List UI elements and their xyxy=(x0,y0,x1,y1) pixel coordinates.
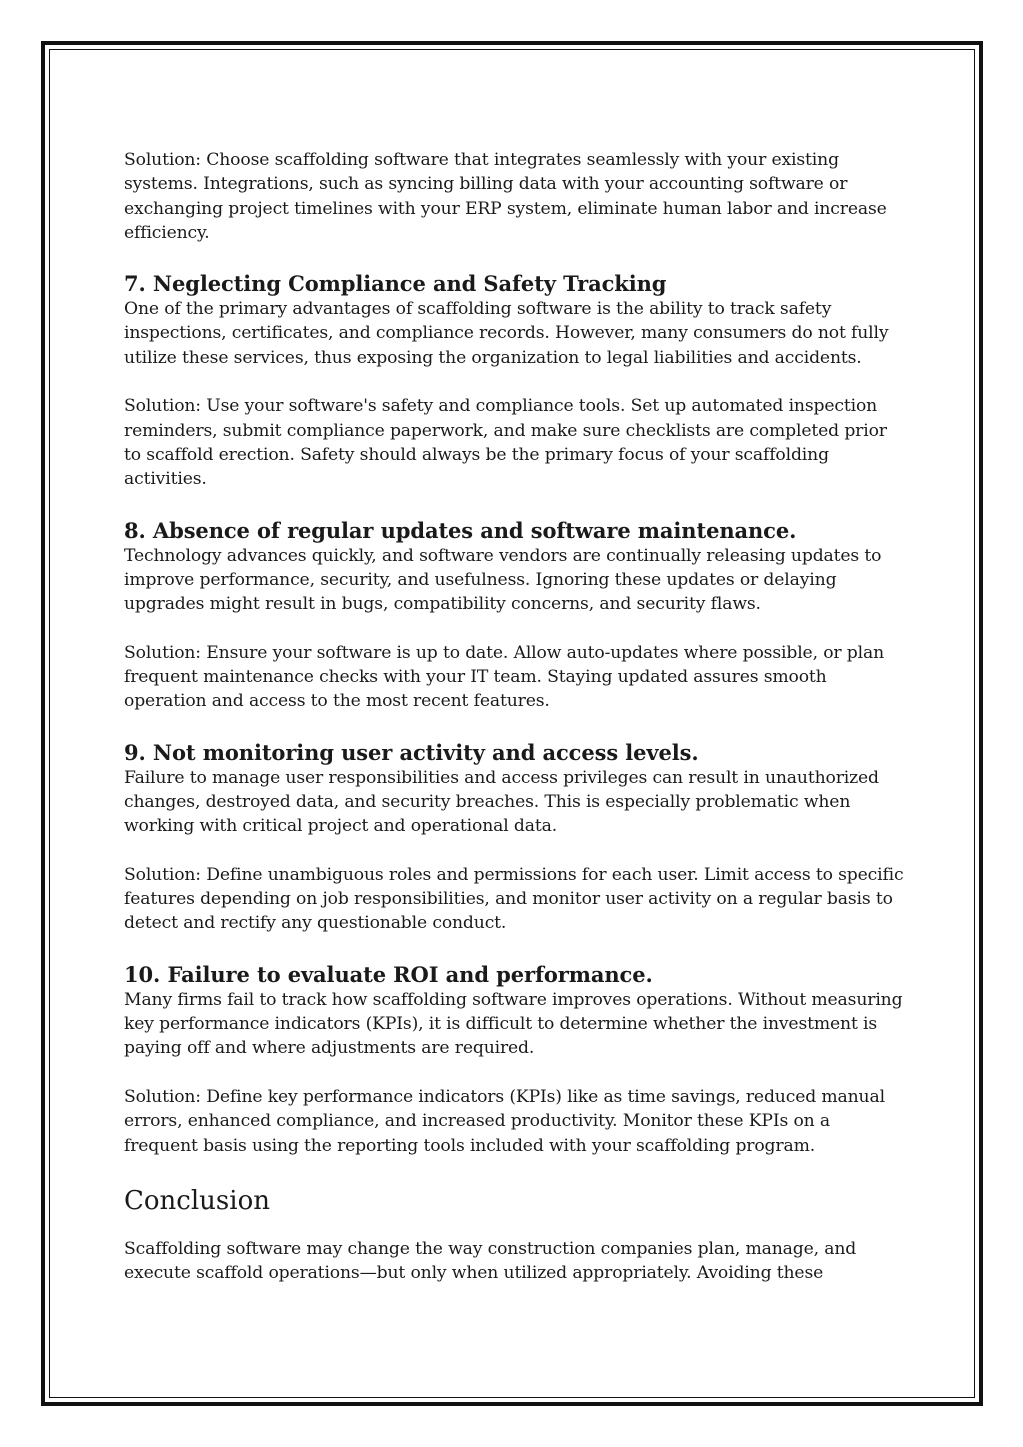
section-body-7: One of the primary advantages of scaffolding software is the ability to track safety inspections, certificates, and compliance records. However, many consumers do not fully utilize these services, thus exposing the organization to legal liabilities and accidents. xyxy=(124,299,889,368)
section-body-8: Technology advances quickly, and software vendors are continually releasing updates to improve performance, security, and usefulness. Ignoring these updates or delaying upgrades might result in bugs, compatibility concerns, and security flaws. xyxy=(124,545,882,615)
section-heading-9: 9. Not monitoring user activity and access levels. xyxy=(124,739,699,765)
solution-paragraph-7: Solution: Use your software's safety and compliance tools. Set up automated inspection reminders, submit compliance paperwork, and make sure checklists are completed prior to scaffold erection. Safety should always be the primary focus of your scaffolding activities. xyxy=(124,396,887,490)
solution-paragraph-8: Solution: Ensure your software is up to date. Allow auto-updates where possible, or plan frequent maintenance checks with your IT team. Staying updated assures smooth operation and access to the most recent features. xyxy=(124,642,884,712)
conclusion-heading: Conclusion xyxy=(124,1185,270,1216)
solution-paragraph-10: Solution: Define key performance indicators (KPIs) like as time savings, reduced manual errors, enhanced compliance, and increased productivity. Monitor these KPIs on a frequent basis using the reporting tools included with your scaffolding program. xyxy=(124,1086,885,1156)
solution-paragraph-6: Solution: Choose scaffolding software that integrates seamlessly with your existing systems. Integrations, such as syncing billing data with your accounting software or exchanging project timelines with your ERP system, eliminate human labor and increase efficiency. xyxy=(124,150,887,243)
conclusion-body: Scaffolding software may change the way construction companies plan, manage, and execute scaffold operations—but only when utilized appropriately. Avoiding these xyxy=(124,1238,857,1284)
section-heading-10: 10. Failure to evaluate ROI and performance. xyxy=(124,961,653,987)
document-body xyxy=(124,148,904,1285)
section-heading-8: 8. Absence of regular updates and software maintenance. xyxy=(124,517,797,543)
section-body-9: Failure to manage user responsibilities and access privileges can result in unauthorized changes, destroyed data, and security breaches. This is especially problematic when working with critical project and operational data. xyxy=(124,767,879,837)
solution-paragraph-9: Solution: Define unambiguous roles and permissions for each user. Limit access to specific features depending on job responsibilities, and monitor user activity on a regular basis to detect and rectify any questionable conduct. xyxy=(124,864,904,934)
section-body-10: Many firms fail to track how scaffolding software improves operations. Without measuring key performance indicators (KPIs), it is difficult to determine whether the investment is paying off and where adjustments are required. xyxy=(124,989,903,1059)
section-heading-7: 7. Neglecting Compliance and Safety Tracking xyxy=(124,271,667,297)
